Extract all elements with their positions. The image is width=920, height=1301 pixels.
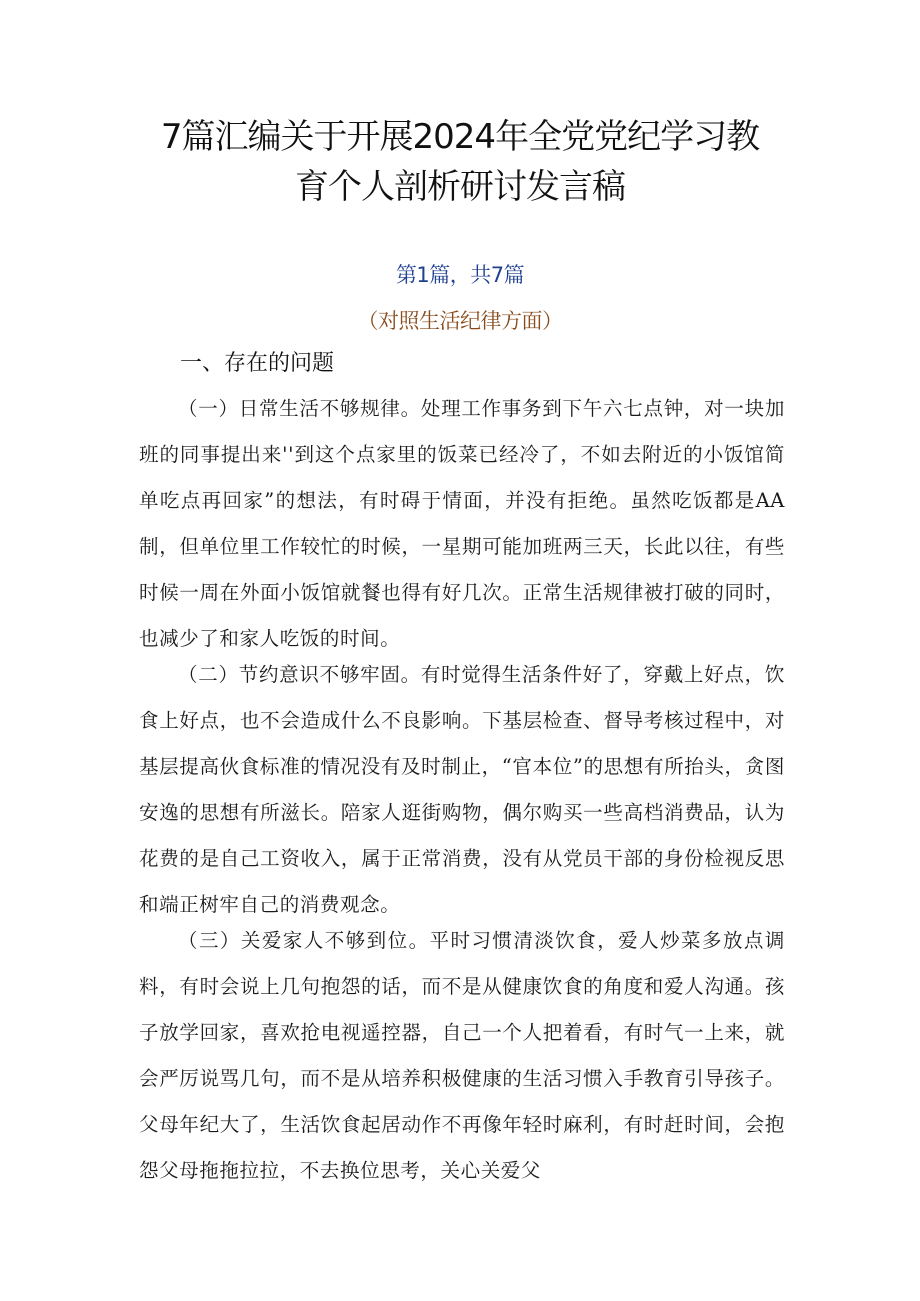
paragraph-1: （一）日常生活不够规律。处理工作事务到下午六七点钟，对一块加班的同事提出来''到这个点家里的饭菜已经冷了，不如去附近的小饭馆简单吃点再回家”的想法，有时碍于情面，并没有拒绝。虽然吃饭都是AA制，但单位里工作较忙的时候，一星期可能加班两三天，长此以往，有些时候一周在外面小饭馆就餐也得有好几次。正常生活规律被打破的同时，也减少了和家人吃饭的时间。 bbox=[139, 397, 785, 650]
title-line-2: 育个人剖析研讨发言稿 bbox=[295, 167, 625, 207]
paragraph-3: （三）关爱家人不够到位。平时习惯清淡饮食，爱人炒菜多放点调料，有时会说上几句抱怨的话，而不是从健康饮食的角度和爱人沟通。孩子放学回家，喜欢抢电视遥控器，自己一个人把着看，有时气一上来，就会严厉说骂几句，而不是从培养积极健康的生活习惯入手教育引导孩子。父母年纪大了，生活饮食起居动作不再像年轻时麻利，有时赶时间，会抱怨父母拖拖拉拉，不去换位思考，关心关爱父 bbox=[139, 929, 785, 1182]
section-heading: 一、存在的问题 bbox=[180, 351, 335, 376]
document-title bbox=[110, 112, 810, 212]
part-heading: 第1篇，共7篇 bbox=[395, 263, 525, 287]
paragraph-2: （二）节约意识不够牢固。有时觉得生活条件好了，穿戴上好点，饮食上好点，也不会造成什么不良影响。下基层检查、督导考核过程中，对基层提高伙食标准的情况没有及时制止，“官本位”的思想有所抬头，贪图安逸的思想有所滋长。陪家人逛街购物，偶尔购买一些高档消费品，认为花费的是自己工资收入，属于正常消费，没有从党员干部的身份检视反思和端正树牢自己的消费观念。 bbox=[139, 663, 785, 916]
part-subtitle: （对照生活纪律方面） bbox=[357, 309, 563, 333]
title-line-1: 7篇汇编关于开展2024年全党党纪学习教 bbox=[160, 117, 760, 157]
